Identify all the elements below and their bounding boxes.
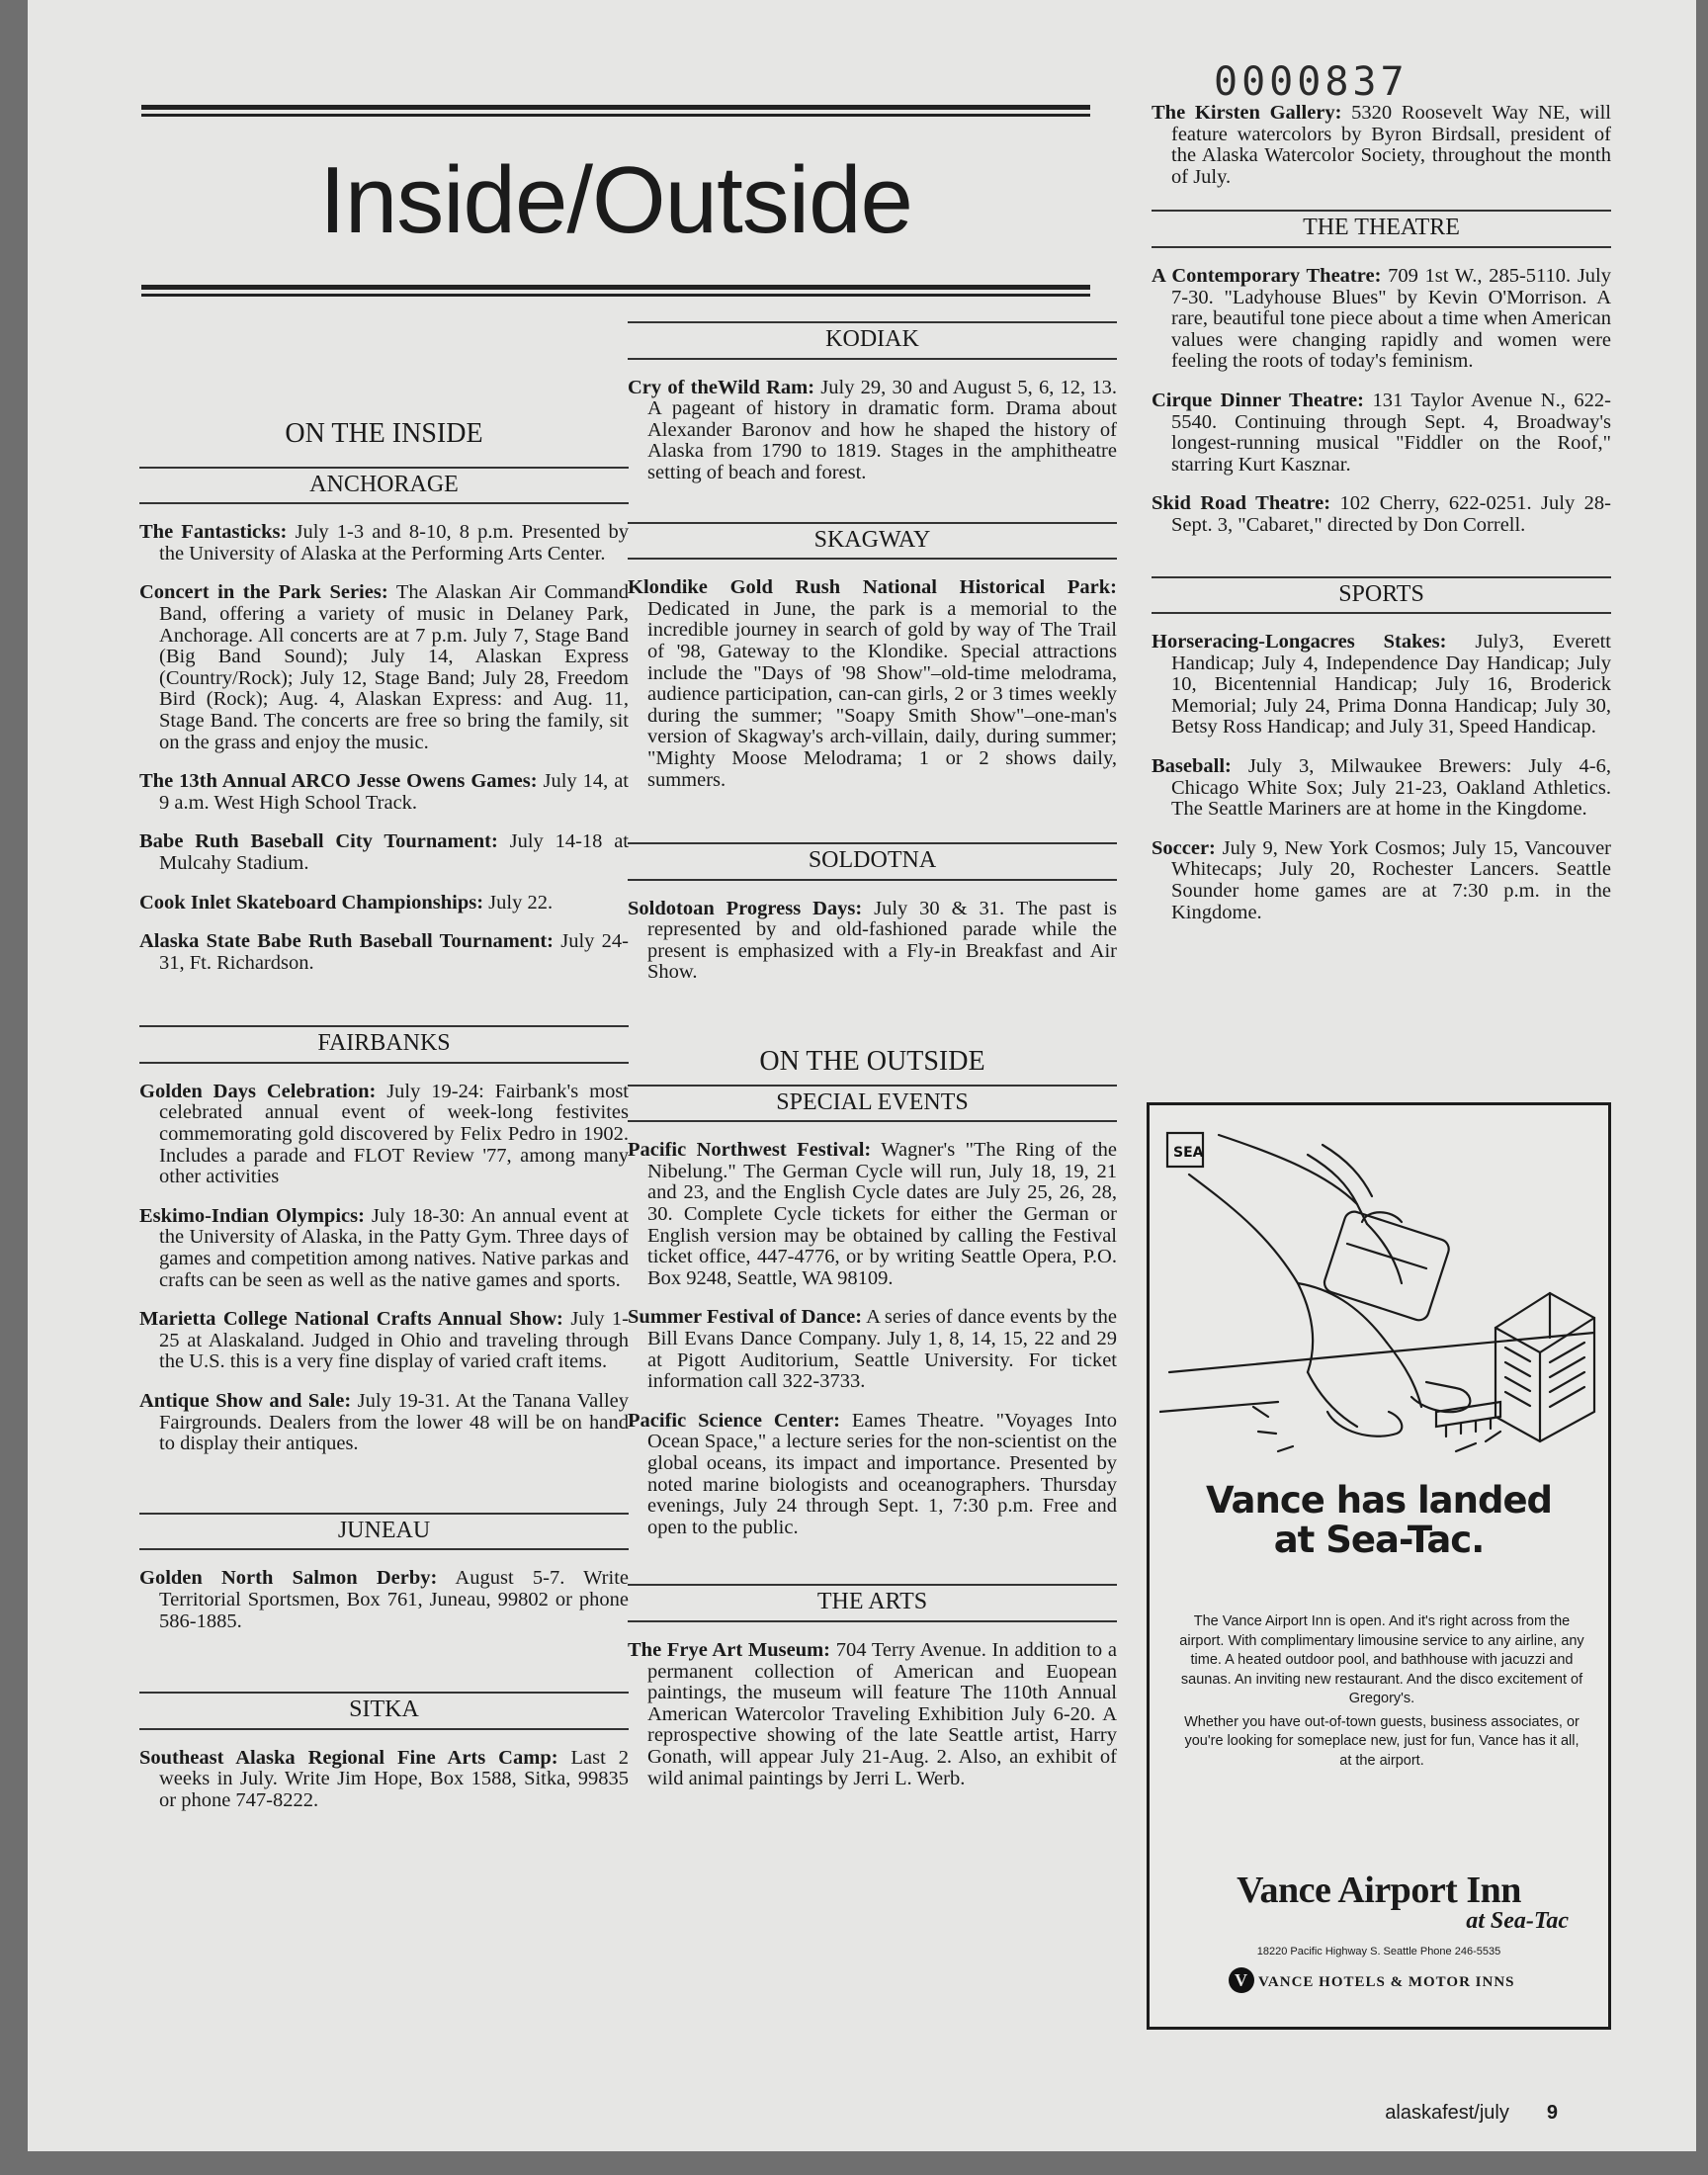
listing-details: 5320 Roosevelt Way NE, will feature watercolors by Byron Birdsall, president of the Alaska Watercolor Society, throughout the month of July. xyxy=(1171,102,1611,188)
anchorage-entries xyxy=(139,522,629,974)
ad-headline-line-1: Vance has landed xyxy=(1205,1479,1553,1522)
title-rule-bottom xyxy=(141,285,1090,297)
listing-name: Pacific Northwest Festival: xyxy=(628,1139,872,1162)
listing-name: Eskimo-Indian Olympics: xyxy=(139,1204,365,1227)
section-soldotna xyxy=(628,842,1117,984)
section-juneau xyxy=(139,1513,629,1632)
listing-entry xyxy=(139,582,629,753)
publication-name: alaskafest/july xyxy=(1385,2102,1509,2124)
section-heading: JUNEAU xyxy=(139,1513,629,1551)
section-skagway xyxy=(628,522,1117,792)
listing-name: Cook Inlet Skateboard Championships: xyxy=(139,891,484,914)
ad-body-paragraph: The Vance Airport Inn is open. And it's right across from the airport. With complimentary limousine service to any airline, any time. A heated outdoor pool, and bathhouse with jacuzzi and saunas. An inviting new restaurant. And the disco excitement of Gregory's. xyxy=(1179,1613,1584,1706)
listing-entry xyxy=(139,931,629,974)
magazine-page xyxy=(28,0,1696,2151)
listing-entry xyxy=(139,1748,629,1812)
listing-details: July 19-24: Fairbank's most celebrated annual event of week-long festivites commemorating gold discovered by Felix Pedro in 1902. Includes a parade and FLOT Review '77, among many other activities xyxy=(159,1080,629,1188)
listing-entry xyxy=(139,522,629,565)
listing-details: July 14, at 9 a.m. West High School Track. xyxy=(159,770,630,814)
section-heading: THE ARTS xyxy=(628,1584,1117,1622)
listing-name: Concert in the Park Series: xyxy=(139,581,388,604)
listing-entry xyxy=(139,831,629,874)
listing-name: A Contemporary Theatre: xyxy=(1152,264,1382,287)
section-heading: THE THEATRE xyxy=(1152,210,1611,248)
listing-entry xyxy=(1152,266,1611,373)
listing-name: Cry of theWild Ram: xyxy=(628,376,815,398)
section-anchorage xyxy=(139,467,629,975)
kodiak-entries xyxy=(628,378,1117,484)
listing-entry xyxy=(1152,632,1611,739)
ad-address: 18220 Pacific Highway S. Seattle Phone 246-5535 xyxy=(1256,1946,1501,1958)
listing-details: August 5-7. Write Territorial Sportsmen, Box 761, Juneau, 99802 or phone 586-1885. xyxy=(159,1567,629,1632)
section-sitka xyxy=(139,1692,629,1811)
section-heading: ANCHORAGE xyxy=(139,467,629,505)
listing-details: Wagner's "The Ring of the Nibelung." The German Cycle will run, July 18, 19, 21 and 23, and the English Cycle dates are July 25, 26, 28, 30. Complete Cycle tickets for either the German or English version may be obtained by calling the Festival ticket office, 447-4776, or by writing Seattle Opera, P.O. Box 9248, Seattle, WA 98109. xyxy=(647,1139,1118,1289)
listing-details: 131 Taylor Avenue N., 622-5540. Continuing through Sept. 4, Broadway's longest-running musical "Fiddler on the Roof," starring Kurt Kasznar. xyxy=(1171,389,1611,476)
traveler-illustration xyxy=(1159,1115,1598,1471)
listing-entry xyxy=(139,1206,629,1291)
ad-body xyxy=(1179,1612,1584,1775)
ad-body-paragraph: Whether you have out-of-town guests, business associates, or you're looking for someplace new, just for fun, Vance has it all, at the airport. xyxy=(1184,1713,1580,1769)
listing-entry xyxy=(628,378,1117,484)
listing-entry xyxy=(628,1140,1117,1289)
listing-name: Babe Ruth Baseball City Tournament: xyxy=(139,830,498,853)
juneau-entries xyxy=(139,1568,629,1632)
document-stamp-number: 0000837 xyxy=(1214,59,1409,105)
ad-hotel-location: at Sea-Tac xyxy=(1466,1908,1569,1934)
listing-entry xyxy=(139,1391,629,1455)
listing-details: Eames Theatre. "Voyages Into Ocean Space," a lecture series for the non-scientist on the global oceans, its impact and importance. Presented by noted marine biologists and oceanographers. Thursday evenings, July 24 through Sept. 1, 7:30 p.m. Free and open to the public. xyxy=(647,1409,1117,1538)
gallery-entries xyxy=(1152,103,1611,188)
listing-details: July 19-31. At the Tanana Valley Fairgrounds. Dealers from the lower 48 will be on hand to display their antiques. xyxy=(159,1390,629,1455)
listing-entry xyxy=(139,893,629,914)
listing-details: July 18-30: An annual event at the University of Alaska, in the Patty Gym. Three days of games and competition among natives. Native parkas and crafts can be seen as well as the native games and sports. xyxy=(159,1204,629,1291)
listing-details: The Alaskan Air Command Band, offering a variety of music in Delaney Park, Anchorage. All concerts are at 7 p.m. July 7, Stage Band (Big Band Sound); July 14, Alaskan Express (Country/Rock); July 12, Stage Band; July 28, Freedom Bird (Rock); Aug. 4, Alaskan Express: and Aug. 11, Stage Band. The concerts are free so bring the family, sit on the grass and enjoy the music. xyxy=(159,581,629,753)
listing-entry xyxy=(1152,756,1611,821)
listing-details: July 24-31, Ft. Richardson. xyxy=(159,930,630,974)
listing-name: Skid Road Theatre: xyxy=(1152,492,1331,515)
listing-entry xyxy=(1152,391,1611,476)
title-rule-top xyxy=(141,105,1090,117)
listing-name: The 13th Annual ARCO Jesse Owens Games: xyxy=(139,770,538,793)
section-heading: SITKA xyxy=(139,1692,629,1730)
section-sports xyxy=(1152,576,1611,924)
middle-column xyxy=(628,321,1117,1807)
theatre-entries xyxy=(1152,266,1611,537)
listing-entry xyxy=(628,1411,1117,1539)
section-fairbanks xyxy=(139,1025,629,1455)
vance-logo-icon: V xyxy=(1229,1967,1254,1993)
listing-entry xyxy=(139,1309,629,1373)
sitka-entries xyxy=(139,1748,629,1812)
listing-details: July 14-18 at Mulcahy Stadium. xyxy=(159,830,630,874)
listing-name: Soldotoan Progress Days: xyxy=(628,897,863,919)
soldotna-entries xyxy=(628,899,1117,984)
section-heading: SPECIAL EVENTS xyxy=(628,1085,1117,1123)
section-gallery xyxy=(1152,103,1611,188)
listing-entry xyxy=(628,1640,1117,1789)
listing-name: Soccer: xyxy=(1152,836,1216,859)
listing-name: Golden North Salmon Derby: xyxy=(139,1567,438,1590)
section-the-arts xyxy=(628,1584,1117,1789)
listing-entry xyxy=(139,1082,629,1188)
listing-entry xyxy=(628,577,1117,791)
listing-name: Antique Show and Sale: xyxy=(139,1390,352,1412)
listing-name: Southeast Alaska Regional Fine Arts Camp: xyxy=(139,1746,558,1769)
listing-name: Summer Festival of Dance: xyxy=(628,1306,863,1329)
right-column xyxy=(1152,103,1611,941)
page-title: Inside/Outside xyxy=(319,147,912,253)
listing-details: 102 Cherry, 622-0251. July 28-Sept. 3, "Cabaret," directed by Don Correll. xyxy=(1171,492,1612,536)
listing-details: July 22. xyxy=(483,891,554,914)
skagway-entries xyxy=(628,577,1117,791)
listing-entry xyxy=(139,1568,629,1632)
listing-details: A series of dance events by the Bill Evans Dance Company. July 1, 8, 14, 15, 22 and 29 at Pigott Auditorium, Seattle University. For ticket information call 322-3733. xyxy=(647,1306,1117,1393)
left-column xyxy=(139,418,630,1830)
page-number: 9 xyxy=(1546,2102,1558,2124)
fairbanks-entries xyxy=(139,1082,629,1455)
listing-name: Alaska State Babe Ruth Baseball Tournament: xyxy=(139,930,554,953)
listing-entry xyxy=(1152,103,1611,188)
listing-entry xyxy=(628,899,1117,984)
listing-entry xyxy=(628,1307,1117,1392)
listing-name: Klondike Gold Rush National Historical Park: xyxy=(628,576,1117,599)
section-heading: FAIRBANKS xyxy=(139,1025,629,1064)
section-special-events xyxy=(628,1085,1117,1539)
listing-name: Cirque Dinner Theatre: xyxy=(1152,389,1364,411)
listing-name: The Frye Art Museum: xyxy=(628,1638,831,1661)
sports-entries xyxy=(1152,632,1611,923)
ad-brand-logo xyxy=(1229,1967,1515,1993)
page-footer xyxy=(1385,2102,1558,2125)
the-arts-entries xyxy=(628,1640,1117,1789)
listing-details: Last 2 weeks in July. Write Jim Hope, Box 1588, Sitka, 99835 or phone 747-8222. xyxy=(159,1746,629,1811)
listing-details: July 9, New York Cosmos; July 15, Vancouver Whitecaps; July 20, Rochester Lancers. Seattle Sounder home games are at 7:30 p.m. in the Kingdome. xyxy=(1171,836,1611,923)
listing-name: Marietta College National Crafts Annual Show: xyxy=(139,1308,563,1331)
listing-details: Dedicated in June, the park is a memorial to the incredible journey in search of gold by way of The Trail of '98, Gateway to the Klondike. Special attractions include the "Days of '98 Show"–old-time melodrama, audience participation, can-can girls, 2 or 3 times weekly during the summer; "Soapy Smith Show"–one-man's version of Skagway's arch-villain, daily, during summer; "Mighty Moose Melodrama; 1 or 2 shows daily, summers. xyxy=(647,597,1117,791)
listing-details: July 1-25 at Alaskaland. Judged in Ohio and traveling through the U.S. this is a very fine display of varied craft items. xyxy=(159,1308,629,1373)
section-kodiak xyxy=(628,321,1117,484)
section-heading: SKAGWAY xyxy=(628,522,1117,561)
section-heading: KODIAK xyxy=(628,321,1117,360)
listing-entry xyxy=(1152,838,1611,923)
ad-headline xyxy=(1150,1481,1608,1560)
listing-name: Golden Days Celebration: xyxy=(139,1080,377,1102)
special-events-entries xyxy=(628,1140,1117,1538)
listing-details: July3, Everett Handicap; July 4, Independence Day Handicap; July 10, Bicentennial Handicap; July 16, Broderick Memorial; July 24, Prima Donna Handicap; July 30, Betsy Ross Handicap; and July 31, Speed Handicap. xyxy=(1171,631,1611,739)
listing-details: 704 Terry Avenue. In addition to a permanent collection of American and Euopean paintings, the museum will feature The 110th Annual American Watercolor Traveling Exhibition July 6-20. A reprospective showing of the late Seattle artist, Harry Gonath, will appear July 21-Aug. 2. Also, an exhibit of wild animal paintings by Jerri L. Werb. xyxy=(647,1638,1117,1789)
listing-details: July 30 & 31. The past is represented by and old-fashioned parade while the present is emphasized with a Fly-in Breakfast and Air Show. xyxy=(647,897,1117,984)
listing-name: Horseracing-Longacres Stakes: xyxy=(1152,631,1447,653)
listing-name: Pacific Science Center: xyxy=(628,1409,840,1432)
listing-details: July 29, 30 and August 5, 6, 12, 13. A pageant of history in dramatic form. Drama about Alexander Baronov and how he shaped the history of Alaska from 1790 to 1819. Stages in the amphitheatre setting of beach and forest. xyxy=(647,376,1117,483)
on-the-inside-heading: ON THE INSIDE xyxy=(285,418,483,449)
on-the-outside-heading: ON THE OUTSIDE xyxy=(759,1046,985,1078)
listing-entry xyxy=(139,771,629,814)
section-heading: SOLDOTNA xyxy=(628,842,1117,881)
listing-name: Baseball: xyxy=(1152,755,1232,778)
section-theatre xyxy=(1152,210,1611,536)
ad-headline-line-2: at Sea-Tac. xyxy=(1273,1519,1485,1561)
listing-details: 709 1st W., 285-5110. July 7-30. "Ladyhouse Blues" by Kevin O'Morrison. A rare, beautiful tone piece about a time when American values were changing rapidly and women were feeling the roots of today's feminism. xyxy=(1171,264,1612,373)
listing-entry xyxy=(1152,493,1611,536)
vance-airport-inn-ad xyxy=(1147,1102,1611,2030)
ad-brand-text: VANCE HOTELS & MOTOR INNS xyxy=(1258,1974,1515,1990)
section-heading: SPORTS xyxy=(1152,576,1611,615)
ad-hotel-name: Vance Airport Inn xyxy=(1237,1870,1521,1911)
listing-name: The Fantasticks: xyxy=(139,521,288,544)
bag-tag-label: SEA xyxy=(1173,1145,1204,1161)
listing-details: July 1-3 and 8-10, 8 p.m. Presented by the University of Alaska at the Performing Arts Center. xyxy=(159,521,629,565)
listing-details: July 3, Milwaukee Brewers: July 4-6, Chicago White Sox; July 21-23, Oakland Athletics. The Seattle Mariners are at home in the Kingdome. xyxy=(1171,755,1611,821)
listing-name: The Kirsten Gallery: xyxy=(1152,102,1342,124)
